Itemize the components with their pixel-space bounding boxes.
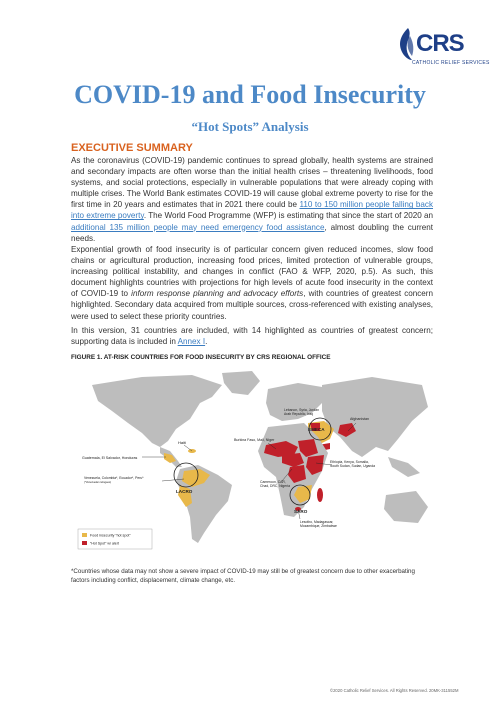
para1-text-1: As the coronavirus (COVID-19) pandemic continues to spread globally, health systems are strained and secondary impacts are often worse than the initial health crises – threatening livelihoods, food systems, and social protections, especially in vulnerable populations that were already coping with multiple crises. The World Bank estimates COVID-19 will cause global extreme poverty to rise for the first time in 20 years and estimates that in 2021 there could be (71, 156, 433, 210)
para1-text-2: . The World Food Programme (WFP) is estimating that since the start of 2020 an (143, 211, 433, 221)
label-lebanon: Lebanon, Syria, Jordan (284, 408, 320, 412)
logo-subtext: CATHOLIC RELIEF SERVICES (412, 60, 490, 66)
label-burkina: Burkina Faso, Mali, Niger (234, 438, 275, 442)
section-heading: EXECUTIVE SUMMARY (71, 142, 193, 154)
paragraph-3 (71, 325, 433, 347)
label-arab-republic: Arab Republic, Iraq (284, 412, 314, 416)
flame-icon (396, 26, 418, 62)
food-assistance-link[interactable]: additional 135 million people may need emergency food assistance (71, 222, 325, 232)
annex-link[interactable]: Annex I (177, 337, 206, 347)
label-ethiopia: Ethiopia, Kenya, Somalia, (330, 460, 369, 464)
para2-text-2: , with countries of greatest concern highlighted. Secondary data acquired from multiple sources, cross-referenced with existing analyses, were used to select these priority countries. (71, 289, 433, 321)
label-guatemala: Guatemala, El Salvador, Honduras (82, 456, 138, 460)
document-subtitle: “Hot Spots” Analysis (191, 119, 309, 134)
map-legend (78, 529, 152, 549)
copyright-footer: ©2020 Catholic Relief Services. All Rights Reserved. 20MK-311552M (330, 688, 459, 693)
legend-swatch-hotspot (82, 533, 87, 537)
label-haiti: Haiti (178, 440, 187, 445)
label-lesotho: Lesotho, Madagascar, (300, 520, 334, 524)
label-saro: SARO (294, 509, 308, 514)
label-lacro: LACRO (176, 489, 193, 494)
paragraph-2 (71, 244, 433, 322)
crs-logo (396, 24, 490, 74)
label-cameroon-2: Chad, DRC, Nigeria (260, 484, 290, 488)
paragraph-1 (71, 155, 433, 244)
para1-text-3: , almost doubling the current needs. (71, 222, 433, 243)
label-emeca: EMECA (308, 427, 325, 432)
para3-text-2: . (205, 337, 208, 347)
label-afghanistan: Afghanistan (350, 417, 369, 421)
figure-caption: FIGURE 1. AT-RISK COUNTRIES FOR FOOD INSECURITY BY CRS REGIONAL OFFICE (71, 354, 331, 361)
legend-box (78, 529, 152, 549)
madagascar-region (317, 488, 323, 502)
label-lesotho-2: Mozambique, Zimbabwe (300, 524, 337, 528)
poverty-link[interactable]: 110 to 150 million people falling back into extreme poverty (71, 200, 433, 221)
logo-text: CRS (416, 30, 464, 57)
legend-label-alert: “Hot Spot” w/ alert (90, 541, 119, 546)
label-cameroon: Cameroon, CAR, (260, 480, 286, 484)
legend-swatch-alert (82, 541, 87, 545)
para2-text-1: Exponential growth of food insecurity is of particular concern given reduced incomes, slow food chains or agricultural production, increasing food prices, limited protection of vulnerable groups, increasing political instability, and changes in conflict (FAO & WFP, 2020, p.5). As such, this document highlights countries with projections for high levels of acute food insecurity in the context of COVID-19 to (71, 245, 433, 299)
para3-text-1: In this version, 31 countries are included, with 14 highlighted as countries of greatest concern; supporting data is included in (71, 326, 433, 347)
label-ethiopia-2: South Sudan, Sudan, Uganda (330, 464, 376, 468)
label-venezuela-note: (*Venezuelan refugees) (84, 481, 112, 484)
document-title: COVID-19 and Food Insecurity (74, 80, 426, 109)
label-venezuela: Venezuela, Colombia*, Ecuador*, Peru* (84, 476, 144, 480)
world-map (72, 367, 432, 552)
footnote: *Countries whose data may not show a severe impact of COVID-19 may still be of greatest concern due to other exacerbating factors including conflict, displacement, climate change, etc. (71, 568, 415, 584)
legend-label-hotspot: Food insecurity “hot spot” (90, 533, 131, 538)
para2-emphasis: inform response planning and advocacy efforts (131, 289, 304, 299)
